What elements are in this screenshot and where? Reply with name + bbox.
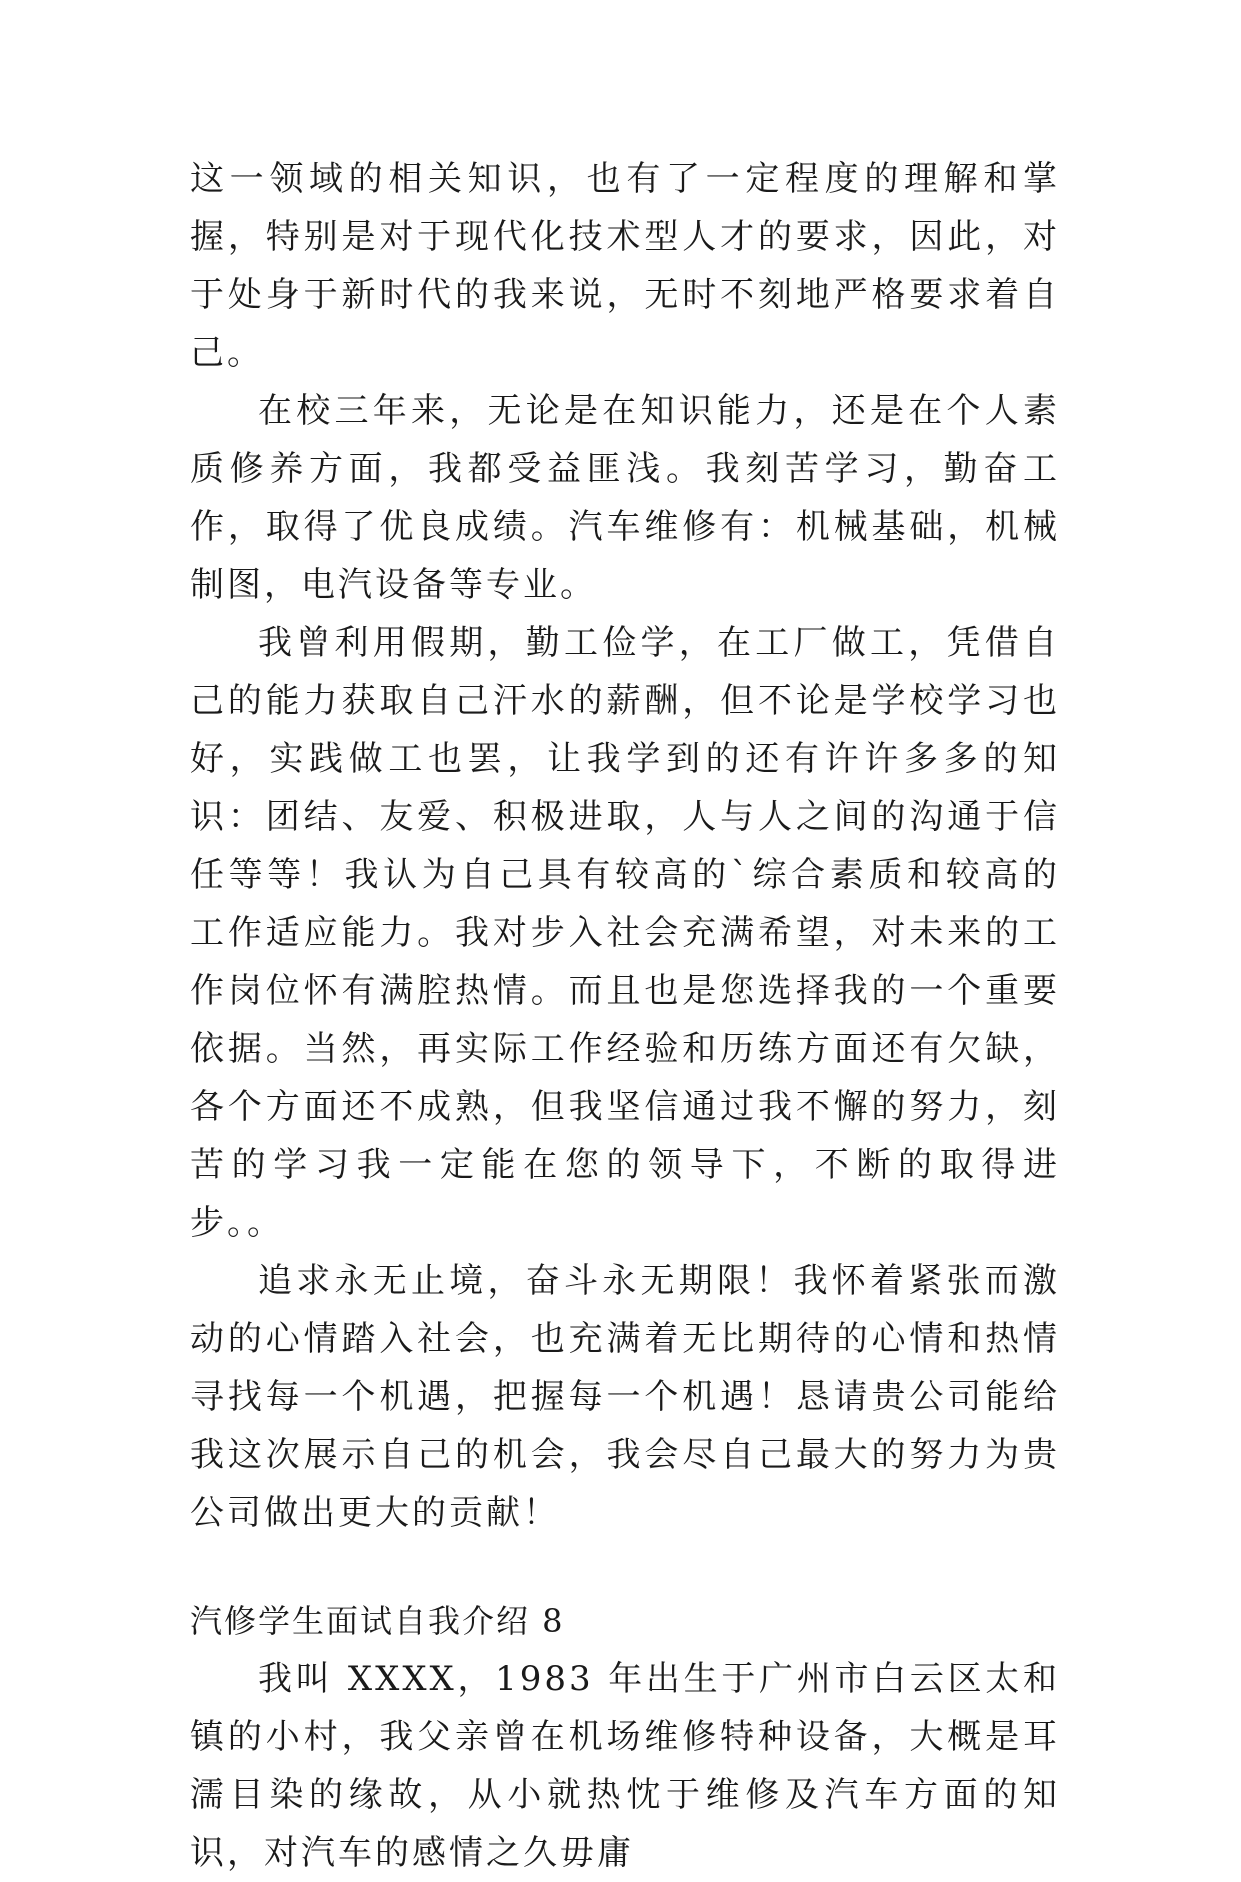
paragraph-1: 这一领域的相关知识，也有了一定程度的理解和掌握，特别是对于现代化技术型人才的要求，因此，对于处身于新时代的我来说，无时不刻地严格要求着自己。 — [190, 159, 1060, 373]
paragraph-3: 我曾利用假期，勤工俭学，在工厂做工，凭借自己的能力获取自己汗水的薪酬，但不论是学校学习也好，实践做工也罢，让我学到的还有许许多多的知识：团结、友爱、积极进取，人与人之间的沟通于信任等等！我认为自己具有较高的`综合素质和较高的工作适应能力。我对步入社会充满希望，对未来的工作岗位怀有满腔热情。而且也是您选择我的一个重要依据。当然，再实际工作经验和历练方面还有欠缺，各个方面还不成熟，但我坚信通过我不懈的努力，刻苦的学习我一定能在您的领导下，不断的取得进步。。 — [190, 623, 1060, 1243]
document-body — [190, 150, 1060, 1882]
paragraph-5: 我叫 XXXX，1983 年出生于广州市白云区太和镇的小村，我父亲曾在机场维修特种设备，大概是耳濡目染的缘故，从小就热忱于维修及汽车方面的知识，对汽车的感情之久毋庸 — [190, 1659, 1060, 1873]
paragraph-2: 在校三年来，无论是在知识能力，还是在个人素质修养方面，我都受益匪浅。我刻苦学习，勤奋工作，取得了优良成绩。汽车维修有：机械基础，机械制图，电汽设备等专业。 — [190, 391, 1060, 605]
paragraph-4: 追求永无止境，奋斗永无期限！我怀着紧张而激动的心情踏入社会，也充满着无比期待的心情和热情寻找每一个机遇，把握每一个机遇！恳请贵公司能给我这次展示自己的机会，我会尽自己最大的努力为贵公司做出更大的贡献！ — [190, 1261, 1060, 1533]
section-heading: 汽修学生面试自我介绍 8 — [190, 1602, 565, 1640]
